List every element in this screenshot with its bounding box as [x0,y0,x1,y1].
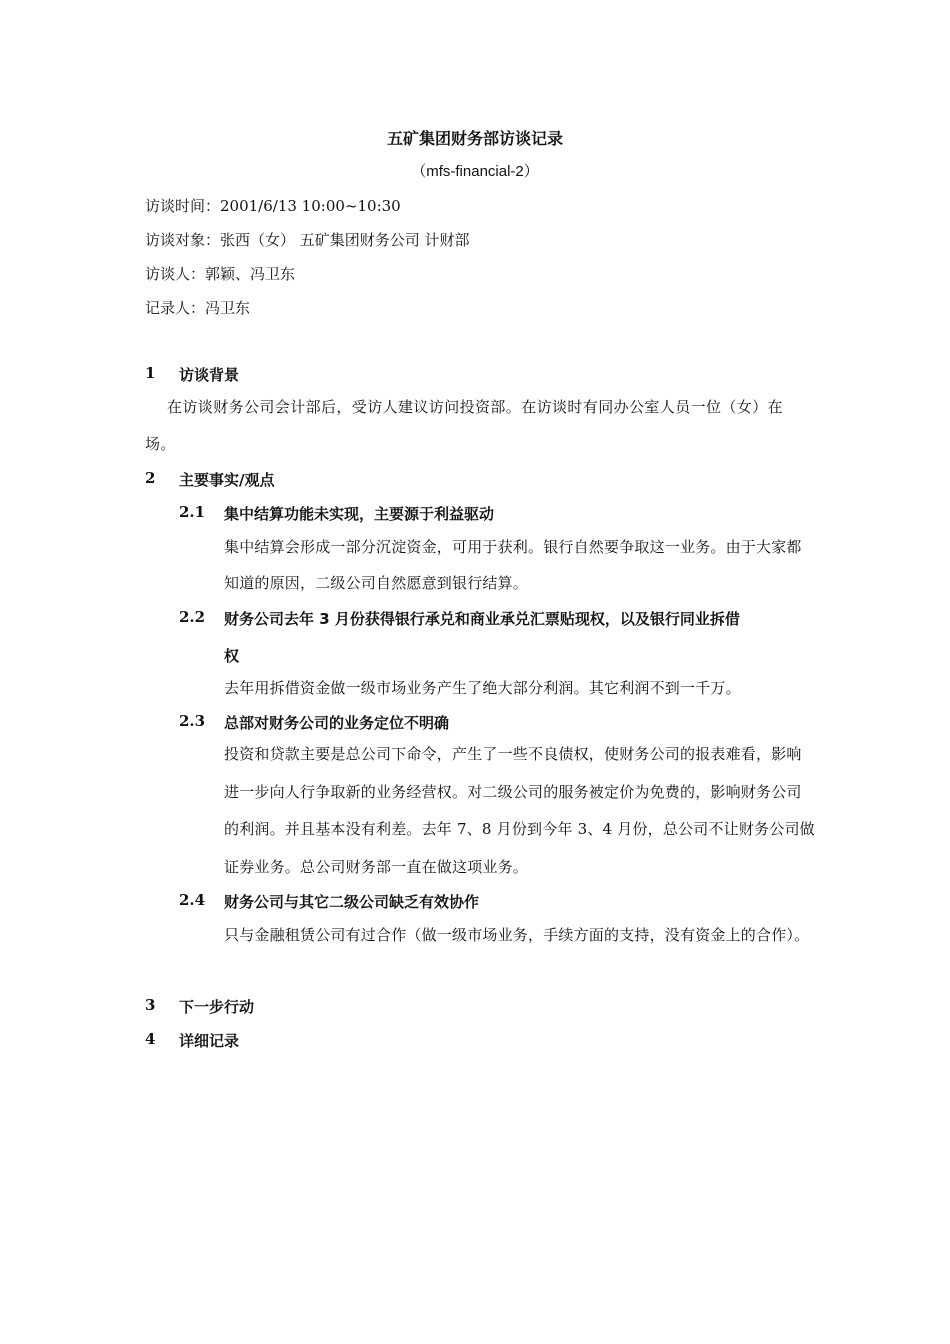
subsection-2-2-heading-line2: 权 [224,647,240,665]
section-3-heading: 下一步行动 [179,998,255,1016]
document-code: （mfs-financial-2） [411,163,539,180]
subsection-2-3-number: 2.3 [179,712,206,730]
subsection-2-3-heading: 总部对财务公司的业务定位不明确 [224,714,450,732]
meta-interviewers: 访谈人：郭颖、冯卫东 [145,265,296,283]
subsection-2-4-heading: 财务公司与其它二级公司缺乏有效协作 [224,893,480,911]
subsection-2-2-heading-line1: 财务公司去年 3 月份获得银行承兑和商业承兑汇票贴现权，以及银行同业拆借 [224,610,740,628]
section-4-heading: 详细记录 [179,1032,240,1050]
section-2-heading: 主要事实/观点 [179,471,275,489]
section-1-number: 1 [145,364,156,382]
section-3-number: 3 [145,996,156,1014]
subsection-2-4-body: 只与金融租赁公司有过合作（做一级市场业务，手续方面的支持，没有资金上的合作）。 [224,926,810,944]
meta-recorder: 记录人：冯卫东 [145,299,251,317]
section-1-heading: 访谈背景 [179,366,240,384]
meta-time: 访谈时间：2001/6/13 10:00~10:30 [145,197,401,215]
section-1-body: 在访谈财务公司会计部后，受访人建议访问投资部。在访谈时有同办公室人员一位（女）在场。 [145,398,784,453]
page-title: 五矿集团财务部访谈记录 [386,129,563,148]
meta-subject: 访谈对象：张西（女） 五矿集团财务公司 计财部 [145,231,470,249]
subsection-2-2-body: 去年用拆借资金做一级市场业务产生了绝大部分利润。其它利润不到一千万。 [224,679,741,697]
subsection-2-1-heading: 集中结算功能未实现，主要源于利益驱动 [224,505,495,523]
subsection-2-3-body: 投资和贷款主要是总公司下命令，产生了一些不良债权，使财务公司的报表难看，影响进一步向人行争取新的业务经营权。对二级公司的服务被定价为免费的，影响财务公司的利润。并且基本没有利差。去年 7、8 月份到今年 3、4 月份，总公司不让财务公司做证券业务。总公司财务部一直在做这项业务。 [224,745,815,876]
subsection-2-4-number: 2.4 [179,891,206,909]
subsection-2-1-body: 集中结算会形成一部分沉淀资金，可用于获利。银行自然要争取这一业务。由于大家都知道的原因，二级公司自然愿意到银行结算。 [224,538,802,592]
subsection-2-1-number: 2.1 [179,503,206,521]
section-4-number: 4 [145,1030,156,1048]
subsection-2-2-number: 2.2 [179,608,206,626]
section-2-number: 2 [145,469,156,487]
